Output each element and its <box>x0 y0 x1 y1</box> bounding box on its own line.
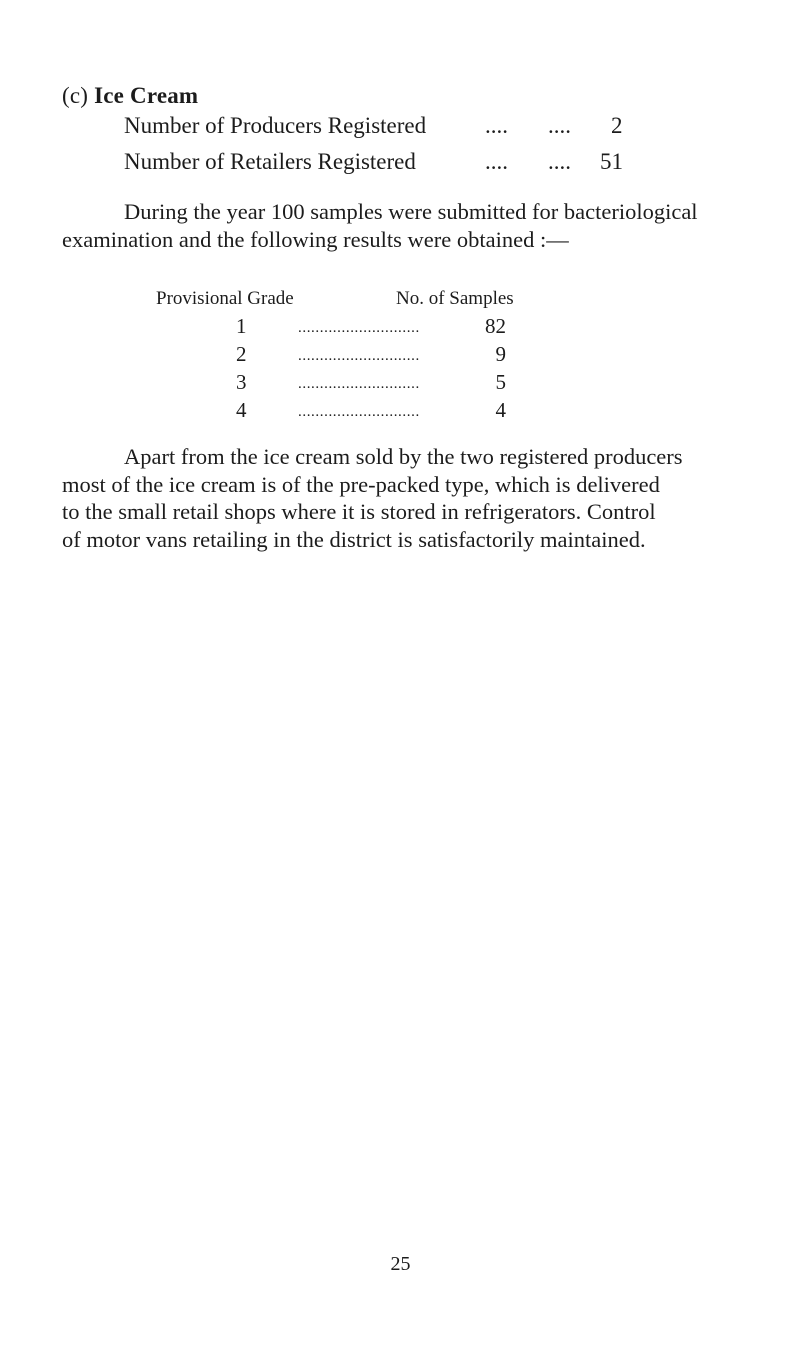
column-header-samples: No. of Samples <box>396 288 514 309</box>
producers-leader-dots-2: .... <box>548 113 571 138</box>
intro-line-2: examination and the following results were obtained :— <box>62 226 569 252</box>
column-header-grade: Provisional Grade <box>156 288 294 309</box>
row-leader-dots: ............................ <box>298 376 420 392</box>
closing-line-1: Apart from the ice cream sold by the two registered producers <box>124 444 683 469</box>
retailers-registered-label: Number of Retailers Registered <box>124 149 416 174</box>
grade-row-2 <box>236 342 506 370</box>
sample-count: 9 <box>495 342 506 366</box>
sample-count: 5 <box>495 370 506 394</box>
closing-paragraph <box>62 443 716 553</box>
row-leader-dots: ............................ <box>298 320 420 336</box>
grade-value: 4 <box>236 398 247 422</box>
intro-paragraph <box>62 198 716 253</box>
grade-value: 1 <box>236 314 247 338</box>
producers-registered-row <box>124 113 624 143</box>
sample-count: 4 <box>495 398 506 422</box>
section-prefix: (c) <box>62 83 89 108</box>
grade-row-1 <box>236 314 506 342</box>
row-leader-dots: ............................ <box>298 404 420 420</box>
producers-leader-dots: .... <box>485 113 508 138</box>
producers-registered-label: Number of Producers Registered <box>124 113 427 138</box>
intro-line-1: During the year 100 samples were submitted for bacteriological <box>124 199 698 224</box>
grade-value: 2 <box>236 342 247 366</box>
grade-row-3 <box>236 370 506 398</box>
grade-value: 3 <box>236 370 247 394</box>
page-number: 25 <box>390 1253 411 1275</box>
section-title: Ice Cream <box>94 83 199 108</box>
section-heading <box>62 83 198 109</box>
retailers-registered-row <box>124 149 624 179</box>
producers-registered-value: 2 <box>611 113 623 138</box>
retailers-leader-dots: .... <box>485 149 508 174</box>
retailers-leader-dots-2: .... <box>548 149 571 174</box>
closing-line-4: of motor vans retailing in the district is satisfactorily maintained. <box>62 526 646 552</box>
closing-line-3: to the small retail shops where it is stored in refrigerators. Control <box>62 499 656 524</box>
sample-count: 82 <box>485 314 506 338</box>
grade-row-4 <box>236 398 506 426</box>
row-leader-dots: ............................ <box>298 348 420 364</box>
retailers-registered-value: 51 <box>600 149 623 174</box>
closing-line-2: most of the ice cream is of the pre-packed type, which is delivered <box>62 471 660 497</box>
